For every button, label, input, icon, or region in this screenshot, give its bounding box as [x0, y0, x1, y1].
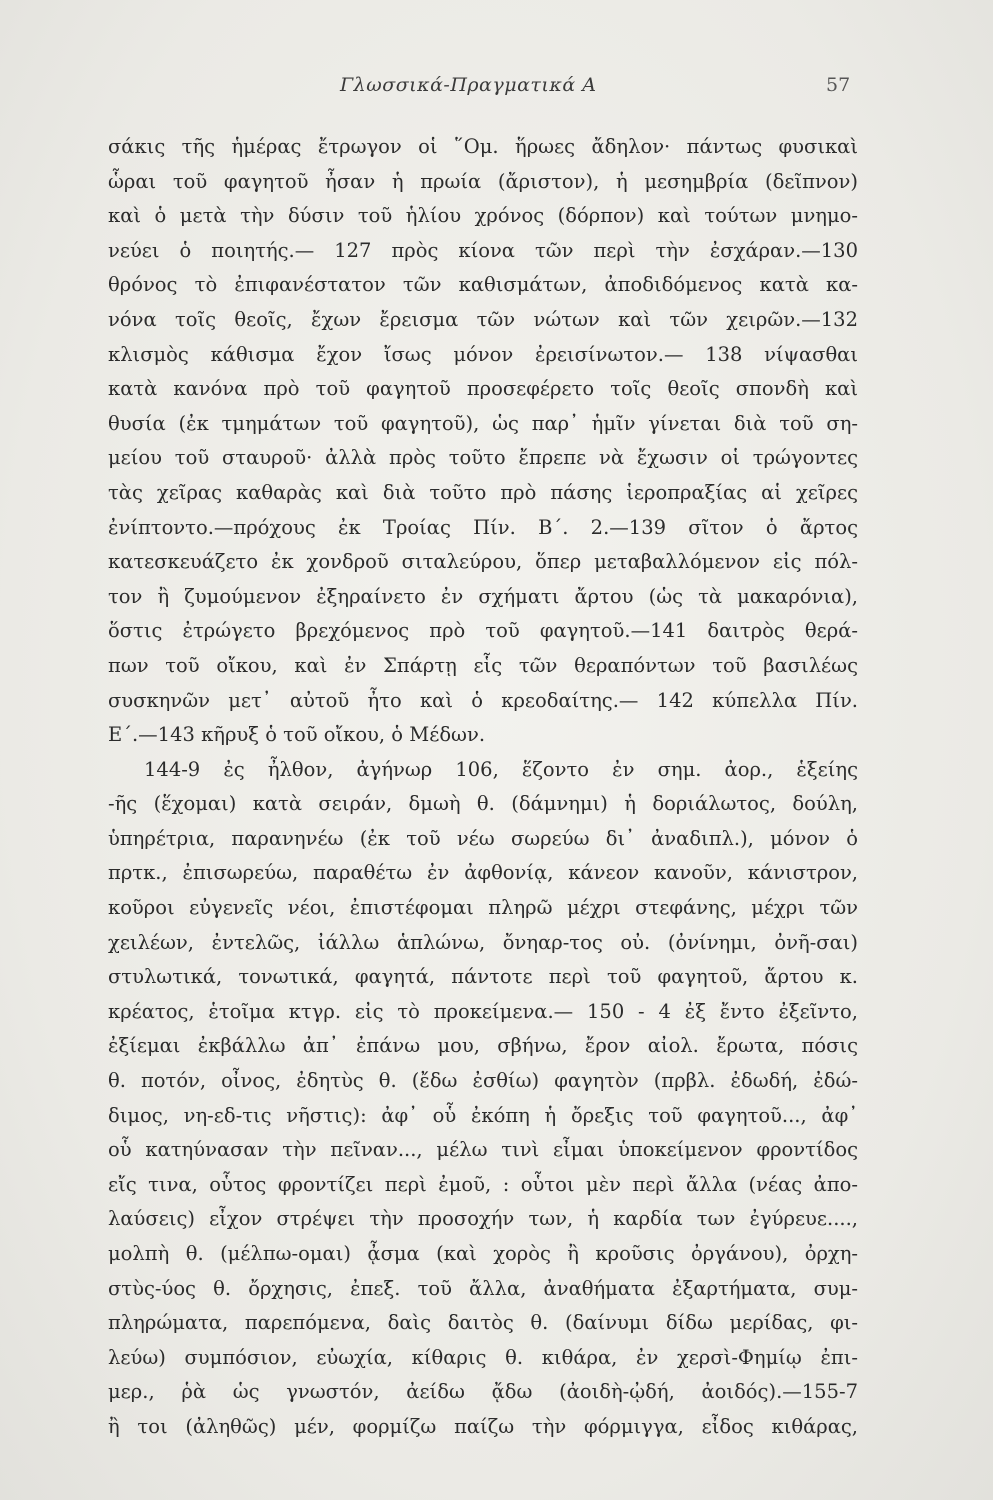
- text-line: στυλωτικά, τονωτικά, φαγητά, πάντοτε περὶ τοῦ φαγητοῦ, ἄρτου κ.: [108, 965, 858, 989]
- text-line: ὧραι τοῦ φαγητοῦ ἦσαν ἡ πρωία (ἄριστον), ἡ μεσημβρία (δεῖπνον): [108, 169, 858, 193]
- text-line: μείου τοῦ σταυροῦ· ἀλλὰ πρὸς τοῦτο ἔπρεπε νὰ ἔχωσιν οἱ τρώγοντες: [108, 446, 858, 470]
- text-line: συσκηνῶν μετ᾽ αὐτοῦ ἦτο καὶ ὁ κρεοδαίτης.— 142 κύπελλα Πίν.: [108, 688, 858, 712]
- text-line: σάκις τῆς ἡμέρας ἔτρωγον οἱ ῞Ομ. ἥρωες ἄδηλον· πάντως φυσικαὶ: [108, 135, 858, 158]
- text-line: ὅστις ἐτρώγετο βρεχόμενος πρὸ τοῦ φαγητοῦ.—141 δαιτρὸς θερά-: [108, 619, 858, 643]
- text-line: κλισμὸς κάθισμα ἔχον ἴσως μόνον ἐρεισίνωτον.— 138 νίψασθαι: [108, 342, 858, 366]
- text-line: κρέατος, ἑτοῖμα κτγρ. εἰς τὸ προκείμενα.— 150 - 4 ἐξ ἔντο ἐξεῖντο,: [108, 999, 858, 1023]
- text-line: πρτκ., ἐπισωρεύω, παραθέτω ἐν ἀφθονίᾳ, κάνεον κανοῦν, κάνιστρον,: [108, 861, 858, 885]
- text-line: ὑπηρέτρια, παρανηνέω (ἐκ τοῦ νέω σωρεύω δι᾽ ἀναδιπλ.), μόνον ὁ: [108, 826, 858, 850]
- text-line: πληρώματα, παρεπόμενα, δαὶς δαιτὸς θ. (δαίνυμι δίδω μερίδας, φι-: [108, 1311, 858, 1335]
- text-line: μερ., ῥὰ ὡς γνωστόν, ἀείδω ᾄδω (ἀοιδὴ-ᾠδή, ἀοιδός).—155-7: [108, 1380, 858, 1404]
- text-line: τον ἢ ζυμούμενον ἐξηραίνετο ἐν σχήματι ἄρτου (ὡς τὰ μακαρόνια),: [108, 584, 858, 608]
- text-line: χειλέων, ἐντελῶς, ἰάλλω ἁπλώνω, ὄνηαρ-τος οὐ. (ὀνίνημι, ὀνῆ-σαι): [108, 930, 858, 954]
- text-line: λαύσεις) εἶχον στρέψει τὴν προσοχήν των, ἡ καρδία των ἐγύρευε....,: [108, 1207, 858, 1231]
- text-line: κοῦροι εὐγενεῖς νέοι, ἐπιστέφομαι πληρῶ μέχρι στεφάνης, μέχρι τῶν: [108, 896, 858, 920]
- text-line: θ. ποτόν, οἶνος, ἐδητὺς θ. (ἔδω ἐσθίω) φαγητὸν (πρβλ. ἐδωδή, ἐδώ-: [108, 1069, 858, 1093]
- text-line: θρόνος τὸ ἐπιφανέστατον τῶν καθισμάτων, ἀποδιδόμενος κατὰ κα-: [108, 273, 858, 297]
- text-line: -ῆς (ἕχομαι) κατὰ σειράν, δμωὴ θ. (δάμνημι) ἡ δοριάλωτος, δούλη,: [108, 792, 858, 816]
- text-line: ἐνίπτοντο.—πρόχους ἐκ Τροίας Πίν. Β΄. 2.—139 σῖτον ὁ ἄρτος: [108, 515, 858, 539]
- text-line: ἐξίεμαι ἐκβάλλω ἀπ᾽ ἐπάνω μου, σβήνω, ἔρον αἰολ. ἔρωτα, πόσις: [108, 1034, 858, 1058]
- text-line: ἢ τοι (ἀληθῶς) μέν, φορμίζω παίζω τὴν φόρμιγγα, εἶδος κιθάρας,: [108, 1414, 858, 1438]
- text-line: στὺς-ύος θ. ὄρχησις, ἐπεξ. τοῦ ἄλλα, ἀναθήματα ἐξαρτήματα, συμ-: [108, 1276, 858, 1300]
- text-line: πων τοῦ οἴκου, καὶ ἐν Σπάρτῃ εἷς τῶν θεραπόντων τοῦ βασιλέως: [108, 653, 858, 677]
- text-line: κατεσκευάζετο ἐκ χονδροῦ σιταλεύρου, ὅπερ μεταβαλλόμενον εἰς πόλ-: [108, 550, 858, 574]
- body-text: [108, 130, 858, 1445]
- page-header: [0, 74, 993, 106]
- text-line: θυσία (ἐκ τμημάτων τοῦ φαγητοῦ), ὡς παρ᾽ ἡμῖν γίνεται διὰ τοῦ ση-: [108, 411, 858, 435]
- text-line: διμος, νη-εδ-τις νῆστις): ἀφ᾽ οὗ ἐκόπη ἡ ὄρεξις τοῦ φαγητοῦ..., ἀφ᾽: [108, 1103, 858, 1127]
- text-line: μολπὴ θ. (μέλπω-ομαι) ᾆσμα (καὶ χορὸς ἢ κροῦσις ὀργάνου), ὀρχη-: [108, 1242, 858, 1265]
- page-number: 57: [826, 74, 851, 96]
- text-line: νόνα τοῖς θεοῖς, ἔχων ἔρεισμα τῶν νώτων καὶ τῶν χειρῶν.—132: [108, 307, 858, 331]
- text-line: κατὰ κανόνα πρὸ τοῦ φαγητοῦ προσεφέρετο τοῖς θεοῖς σπονδὴ καὶ: [108, 377, 858, 401]
- text-line: Ε΄.—143 κῆρυξ ὁ τοῦ οἴκου, ὁ Μέδων.: [108, 723, 486, 747]
- text-line: νεύει ὁ ποιητής.— 127 πρὸς κίονα τῶν περὶ τὴν ἐσχάραν.—130: [108, 238, 858, 262]
- running-title: Γλωσσικά-Πραγματικά Α: [340, 74, 597, 96]
- text-line: 144-9 ἐς ἦλθον, ἀγήνωρ 106, ἕζοντο ἐν σημ. ἀορ., ἑξείης: [144, 757, 858, 781]
- text-line: εἴς τινα, οὗτος φροντίζει περὶ ἐμοῦ, : οὗτοι μὲν περὶ ἄλλα (νέας ἀπο-: [108, 1172, 858, 1196]
- text-line: καὶ ὁ μετὰ τὴν δύσιν τοῦ ἡλίου χρόνος (δόρπον) καὶ τούτων μνημο-: [108, 204, 858, 228]
- text-line: τὰς χεῖρας καθαρὰς καὶ διὰ τοῦτο πρὸ πάσης ἱεροπραξίας αἱ χεῖρες: [108, 480, 858, 504]
- text-line: οὗ κατηύνασαν τὴν πεῖναν..., μέλω τινὶ εἶμαι ὑποκείμενον φροντίδος: [108, 1138, 858, 1162]
- text-line: λεύω) συμπόσιον, εὐωχία, κίθαρις θ. κιθάρα, ἐν χερσὶ-Φημίῳ ἐπι-: [108, 1345, 858, 1369]
